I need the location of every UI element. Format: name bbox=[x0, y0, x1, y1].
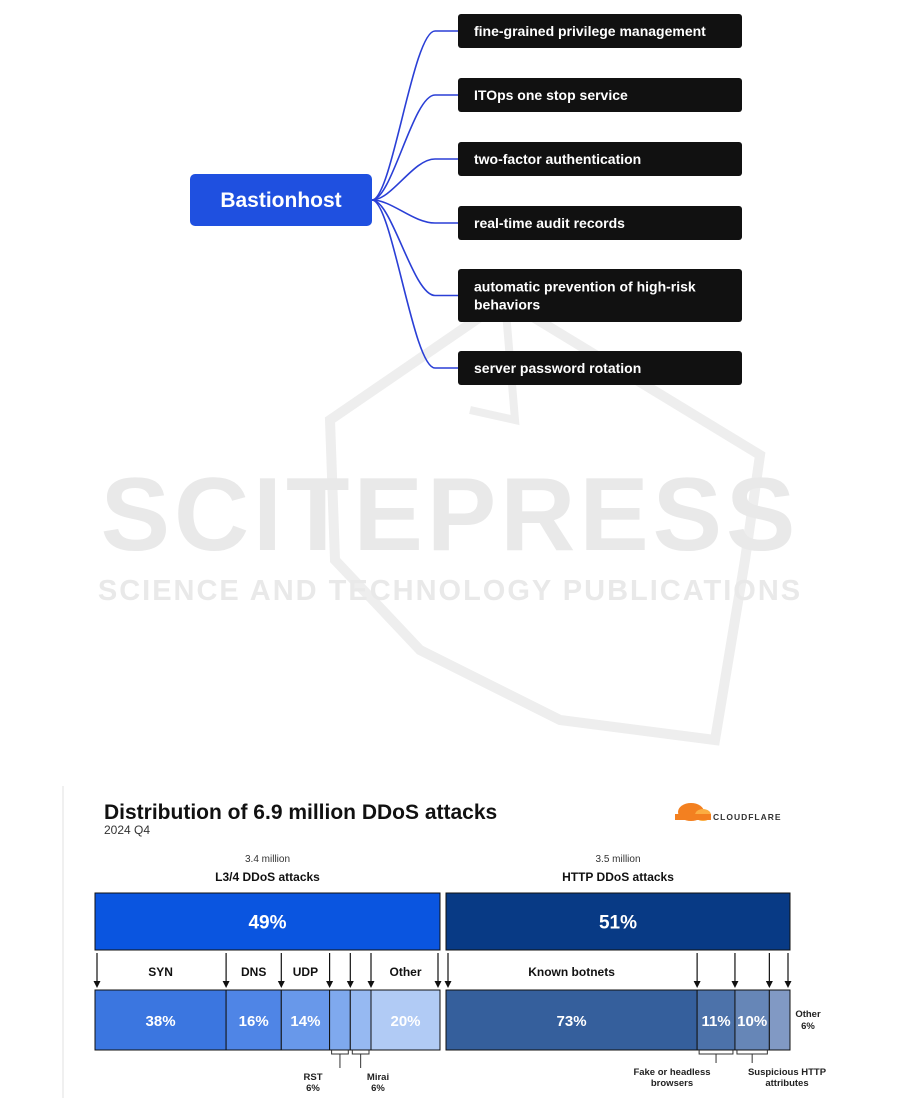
split-arrow-head bbox=[694, 981, 701, 988]
segment-bar bbox=[769, 990, 790, 1050]
split-arrow-head bbox=[731, 981, 738, 988]
mindmap-leaf-label: server password rotation bbox=[474, 360, 642, 376]
split-arrow-head bbox=[766, 981, 773, 988]
segment-value-label: 11% bbox=[701, 1013, 731, 1030]
watermark-sub-text: SCIENCE AND TECHNOLOGY PUBLICATIONS bbox=[97, 575, 803, 607]
mindmap-leaf-label: automatic prevention of high-risk bbox=[474, 278, 696, 295]
mindmap-connector bbox=[372, 31, 458, 200]
segment-note: Mirai bbox=[366, 1072, 390, 1083]
segment-bar bbox=[350, 990, 371, 1050]
chart-groups bbox=[94, 854, 827, 1094]
chart-subtitle: 2024 Q4 bbox=[104, 823, 151, 837]
segment-value-label: 20% bbox=[390, 1013, 421, 1030]
split-arrow-head bbox=[223, 981, 230, 988]
segment-note: attributes bbox=[765, 1078, 809, 1089]
mindmap-connector bbox=[372, 95, 458, 200]
cloud-icon bbox=[675, 803, 711, 821]
mindmap-connectors bbox=[372, 31, 458, 368]
segment-name-label: Known botnets bbox=[528, 965, 615, 979]
chart-group bbox=[445, 854, 792, 1050]
segment-bracket bbox=[332, 1050, 349, 1054]
segment-bar bbox=[330, 990, 351, 1050]
logo-text: CLOUDFLARE bbox=[713, 812, 782, 822]
segment-note: Suspicious HTTP bbox=[747, 1067, 827, 1078]
cloudflare-logo bbox=[675, 803, 782, 822]
segment-name-label: SYN bbox=[148, 965, 173, 979]
segment-note: 6% bbox=[306, 1083, 320, 1094]
mindmap-leaf-label: real-time audit records bbox=[474, 215, 625, 231]
split-arrow-head bbox=[94, 981, 101, 988]
segment-name-label: DNS bbox=[241, 965, 267, 979]
chart-title: Distribution of 6.9 million DDoS attacks bbox=[104, 801, 498, 824]
split-arrow-head bbox=[278, 981, 285, 988]
mindmap-root-label: Bastionhost bbox=[220, 189, 342, 212]
segment-value-label: 16% bbox=[238, 1013, 269, 1030]
segment-bracket bbox=[699, 1050, 733, 1054]
mindmap-connector bbox=[372, 200, 458, 296]
mindmap-leaf-label: ITOps one stop service bbox=[474, 87, 628, 103]
split-arrow-head bbox=[347, 981, 354, 988]
mindmap-leaf-label: two-factor authentication bbox=[474, 151, 642, 167]
segment-value-label: 38% bbox=[145, 1013, 176, 1030]
group-count-label: 3.5 million bbox=[595, 854, 641, 865]
mindmap-leaf-label: behaviors bbox=[474, 296, 541, 313]
segment-note: Fake or headless bbox=[633, 1067, 711, 1078]
split-arrow-head bbox=[445, 981, 452, 988]
split-arrow-head bbox=[785, 981, 792, 988]
group-name-label: L3/4 DDoS attacks bbox=[215, 870, 320, 884]
mindmap-leaf-label: fine-grained privilege management bbox=[474, 23, 706, 39]
segment-note: browsers bbox=[650, 1078, 694, 1089]
segment-value-label: 14% bbox=[290, 1013, 321, 1030]
watermark-main-text: SCITEPRESS bbox=[100, 457, 800, 573]
group-share-label: 51% bbox=[598, 912, 638, 934]
segment-value-label: 10% bbox=[737, 1013, 768, 1030]
chart-group bbox=[94, 854, 442, 1050]
segment-name-label: UDP bbox=[292, 965, 319, 979]
segment-value-label: 73% bbox=[556, 1013, 587, 1030]
segment-note: RST bbox=[303, 1072, 323, 1083]
group-name-label: HTTP DDoS attacks bbox=[562, 870, 674, 884]
segment-bracket bbox=[737, 1050, 767, 1054]
mindmap-leaves bbox=[458, 14, 742, 385]
group-share-label: 49% bbox=[248, 912, 287, 934]
segment-note: 6% bbox=[801, 1021, 815, 1032]
group-count-label: 3.4 million bbox=[244, 854, 291, 865]
ddos-chart bbox=[63, 786, 827, 1098]
segment-note: 6% bbox=[371, 1083, 385, 1094]
mindmap-leaf-box bbox=[458, 269, 742, 322]
split-arrow-head bbox=[435, 981, 442, 988]
split-arrow-head bbox=[326, 981, 333, 988]
segment-bracket bbox=[352, 1050, 369, 1054]
split-arrow-head bbox=[368, 981, 375, 988]
segment-note: Other bbox=[795, 1009, 821, 1020]
segment-name-label: Other bbox=[389, 965, 422, 979]
